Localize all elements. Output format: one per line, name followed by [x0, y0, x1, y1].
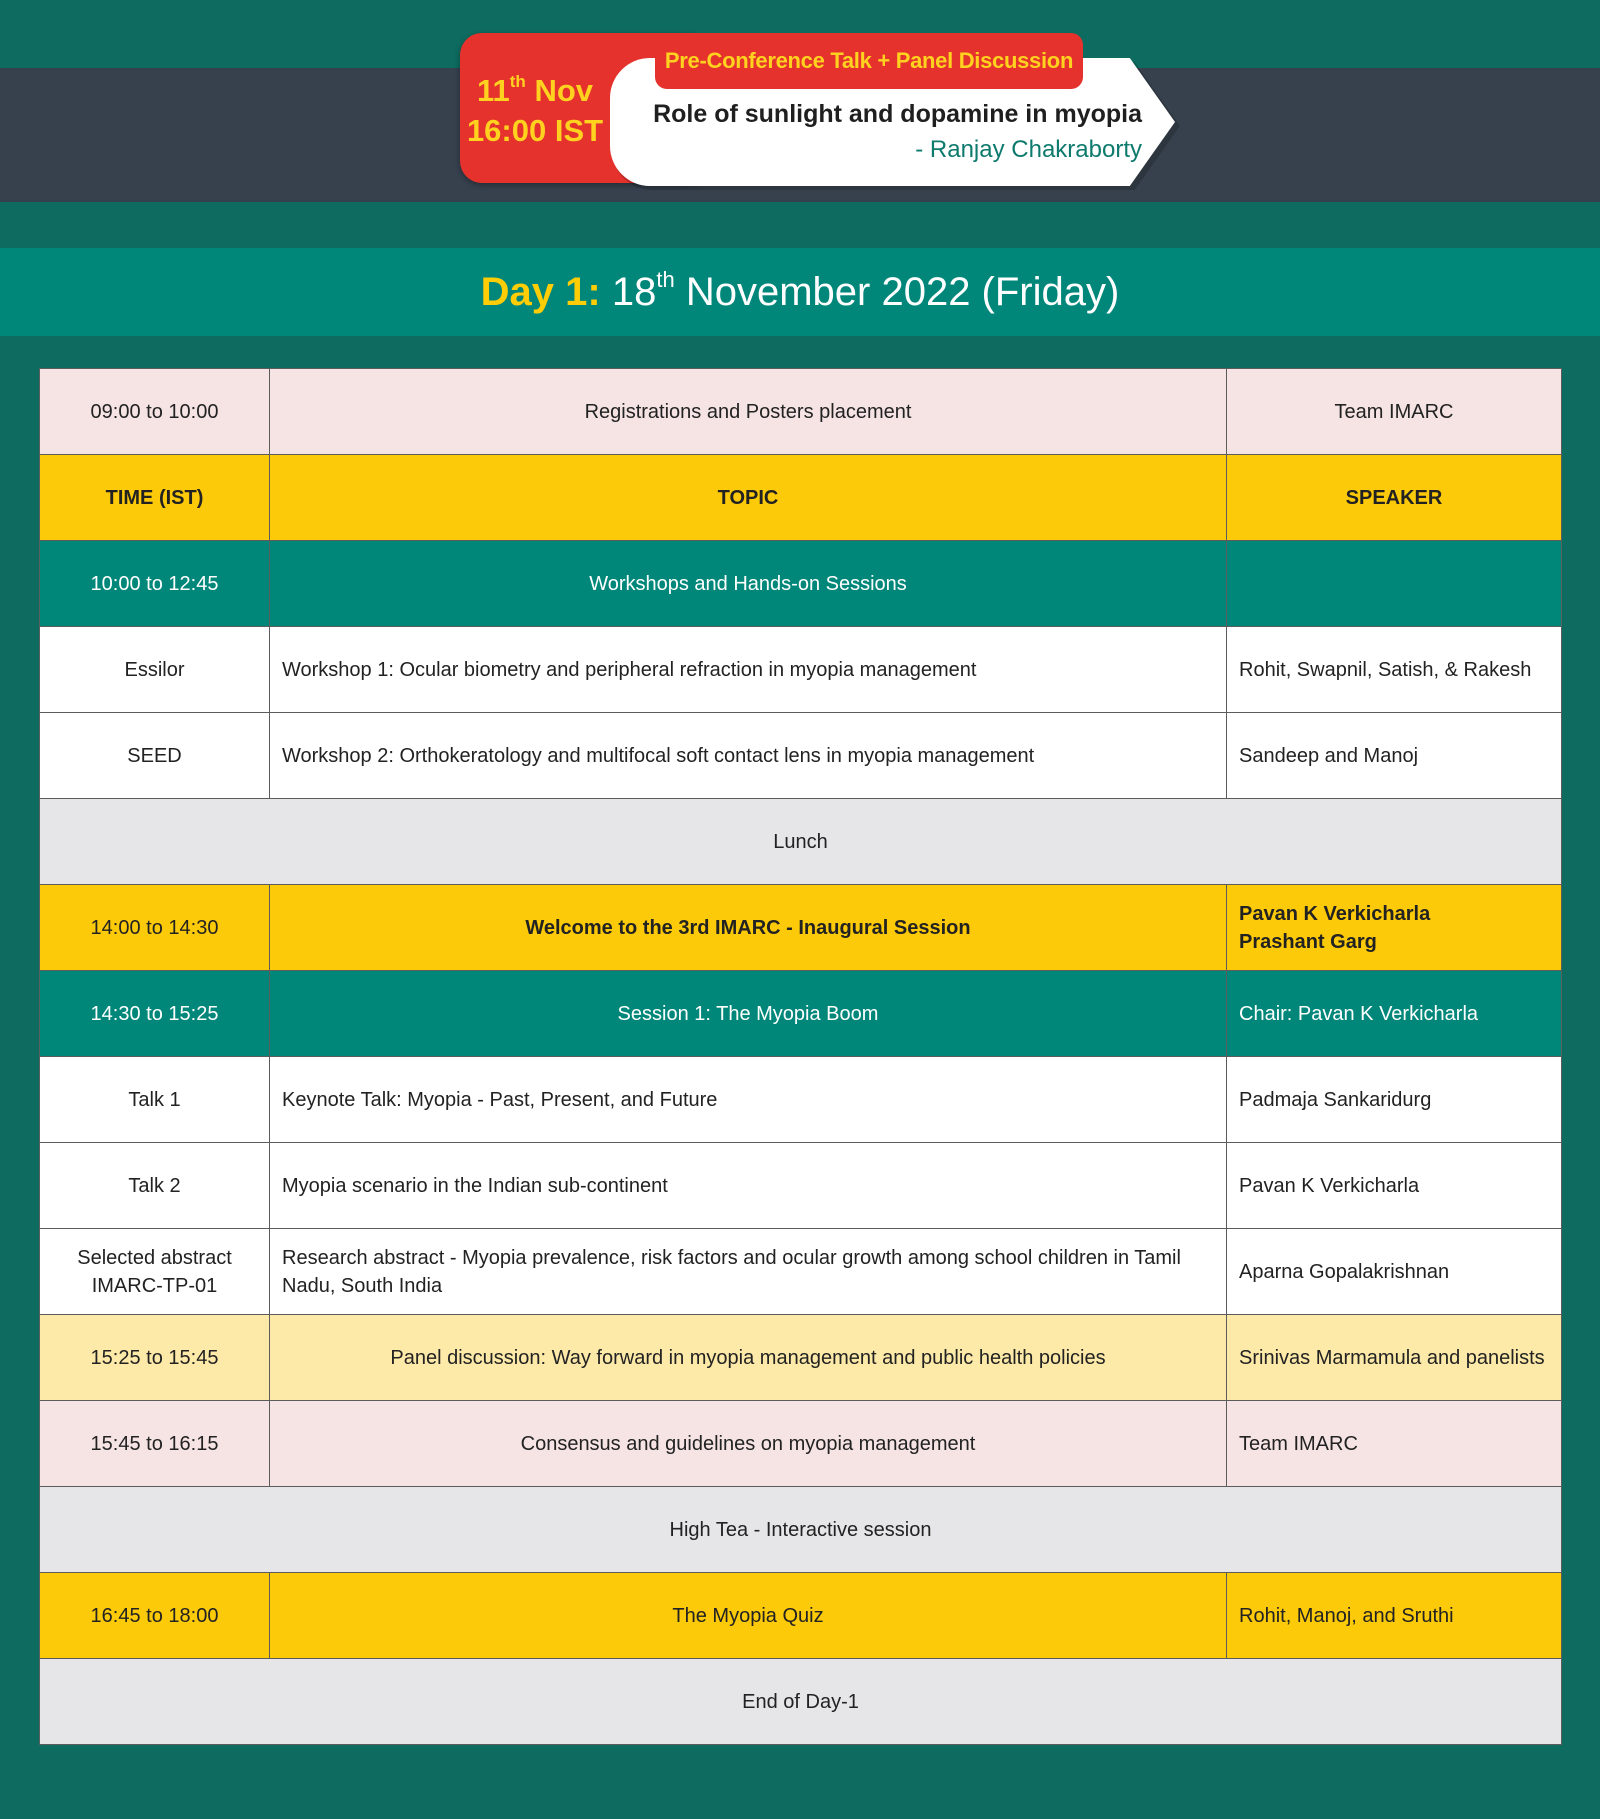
time-cell: 09:00 to 10:00: [40, 369, 270, 455]
time-column-header: TIME (IST): [40, 455, 270, 541]
table-header-row: [40, 455, 1562, 541]
topic-cell: The Myopia Quiz: [270, 1573, 1227, 1659]
topic-cell: Registrations and Posters placement: [270, 369, 1227, 455]
time-cell: Essilor: [40, 627, 270, 713]
topic-cell: Welcome to the 3rd IMARC - Inaugural Session: [270, 885, 1227, 971]
topic-cell: Myopia scenario in the Indian sub-continent: [270, 1143, 1227, 1229]
speaker-cell: Sandeep and Manoj: [1227, 713, 1562, 799]
speaker-name: Pavan K Verkicharla: [1239, 902, 1431, 925]
topic-cell: Keynote Talk: Myopia - Past, Present, and Future: [270, 1057, 1227, 1143]
schedule-table: [39, 368, 1562, 1745]
table-row: [40, 627, 1562, 713]
speaker-column-header: SPEAKER: [1227, 455, 1562, 541]
break-row: [40, 1487, 1562, 1573]
time-cell: Talk 1: [40, 1057, 270, 1143]
topic-cell: Research abstract - Myopia prevalence, risk factors and ocular growth among school children in Tamil Nadu, South India: [270, 1229, 1227, 1315]
speaker-name: Prashant Garg: [1239, 930, 1377, 953]
speaker-cell: Rohit, Manoj, and Sruthi: [1227, 1573, 1562, 1659]
break-cell: High Tea - Interactive session: [40, 1487, 1562, 1573]
speaker-cell: Rohit, Swapnil, Satish, & Rakesh: [1227, 627, 1562, 713]
speaker-cell: [1227, 541, 1562, 627]
speaker-cell: Padmaja Sankaridurg: [1227, 1057, 1562, 1143]
table-row: [40, 971, 1562, 1057]
event-type-tag: Pre-Conference Talk + Panel Discussion: [655, 33, 1083, 89]
talk-title: Role of sunlight and dopamine in myopia: [653, 100, 1142, 128]
break-cell: Lunch: [40, 799, 1562, 885]
table-row: [40, 713, 1562, 799]
time-cell: 14:00 to 14:30: [40, 885, 270, 971]
time-line: Selected abstract: [77, 1246, 232, 1269]
table-row: [40, 885, 1562, 971]
table-row: [40, 1401, 1562, 1487]
talk-speaker: - Ranjay Chakraborty: [915, 136, 1142, 163]
time-cell: 10:00 to 12:45: [40, 541, 270, 627]
topic-cell: Workshop 1: Ocular biometry and peripheral refraction in myopia management: [270, 627, 1227, 713]
break-row: [40, 1659, 1562, 1745]
speaker-cell: Chair: Pavan K Verkicharla: [1227, 971, 1562, 1057]
speaker-cell: Aparna Gopalakrishnan: [1227, 1229, 1562, 1315]
speaker-cell: Team IMARC: [1227, 1401, 1562, 1487]
table-row: [40, 1315, 1562, 1401]
time-cell: [40, 1229, 270, 1315]
time-cell: SEED: [40, 713, 270, 799]
speaker-cell: [1227, 885, 1562, 971]
table-row: [40, 541, 1562, 627]
speaker-cell: Srinivas Marmamula and panelists: [1227, 1315, 1562, 1401]
topic-cell: Workshops and Hands-on Sessions: [270, 541, 1227, 627]
topic-cell: Workshop 2: Orthokeratology and multifocal soft contact lens in myopia management: [270, 713, 1227, 799]
speaker-cell: Pavan K Verkicharla: [1227, 1143, 1562, 1229]
topic-cell: Session 1: The Myopia Boom: [270, 971, 1227, 1057]
break-cell: End of Day-1: [40, 1659, 1562, 1745]
event-date: 11th Nov: [476, 72, 594, 108]
table-row: [40, 369, 1562, 455]
time-cell: 16:45 to 18:00: [40, 1573, 270, 1659]
break-row: [40, 799, 1562, 885]
time-line: IMARC-TP-01: [91, 1274, 218, 1297]
time-cell: 15:25 to 15:45: [40, 1315, 270, 1401]
table-row: [40, 1143, 1562, 1229]
topic-cell: Consensus and guidelines on myopia management: [270, 1401, 1227, 1487]
time-cell: Talk 2: [40, 1143, 270, 1229]
speaker-cell: Team IMARC: [1227, 369, 1562, 455]
time-cell: 15:45 to 16:15: [40, 1401, 270, 1487]
topic-cell: Panel discussion: Way forward in myopia management and public health policies: [270, 1315, 1227, 1401]
day-label: Day 1:: [480, 270, 601, 314]
table-row: [40, 1057, 1562, 1143]
topic-column-header: TOPIC: [270, 455, 1227, 541]
table-row: [40, 1573, 1562, 1659]
table-row: [40, 1229, 1562, 1315]
day-heading: [0, 248, 1600, 336]
event-time: 16:00 IST: [466, 113, 604, 148]
time-cell: 14:30 to 15:25: [40, 971, 270, 1057]
day-date: 18th November 2022 (Friday): [611, 267, 1120, 314]
